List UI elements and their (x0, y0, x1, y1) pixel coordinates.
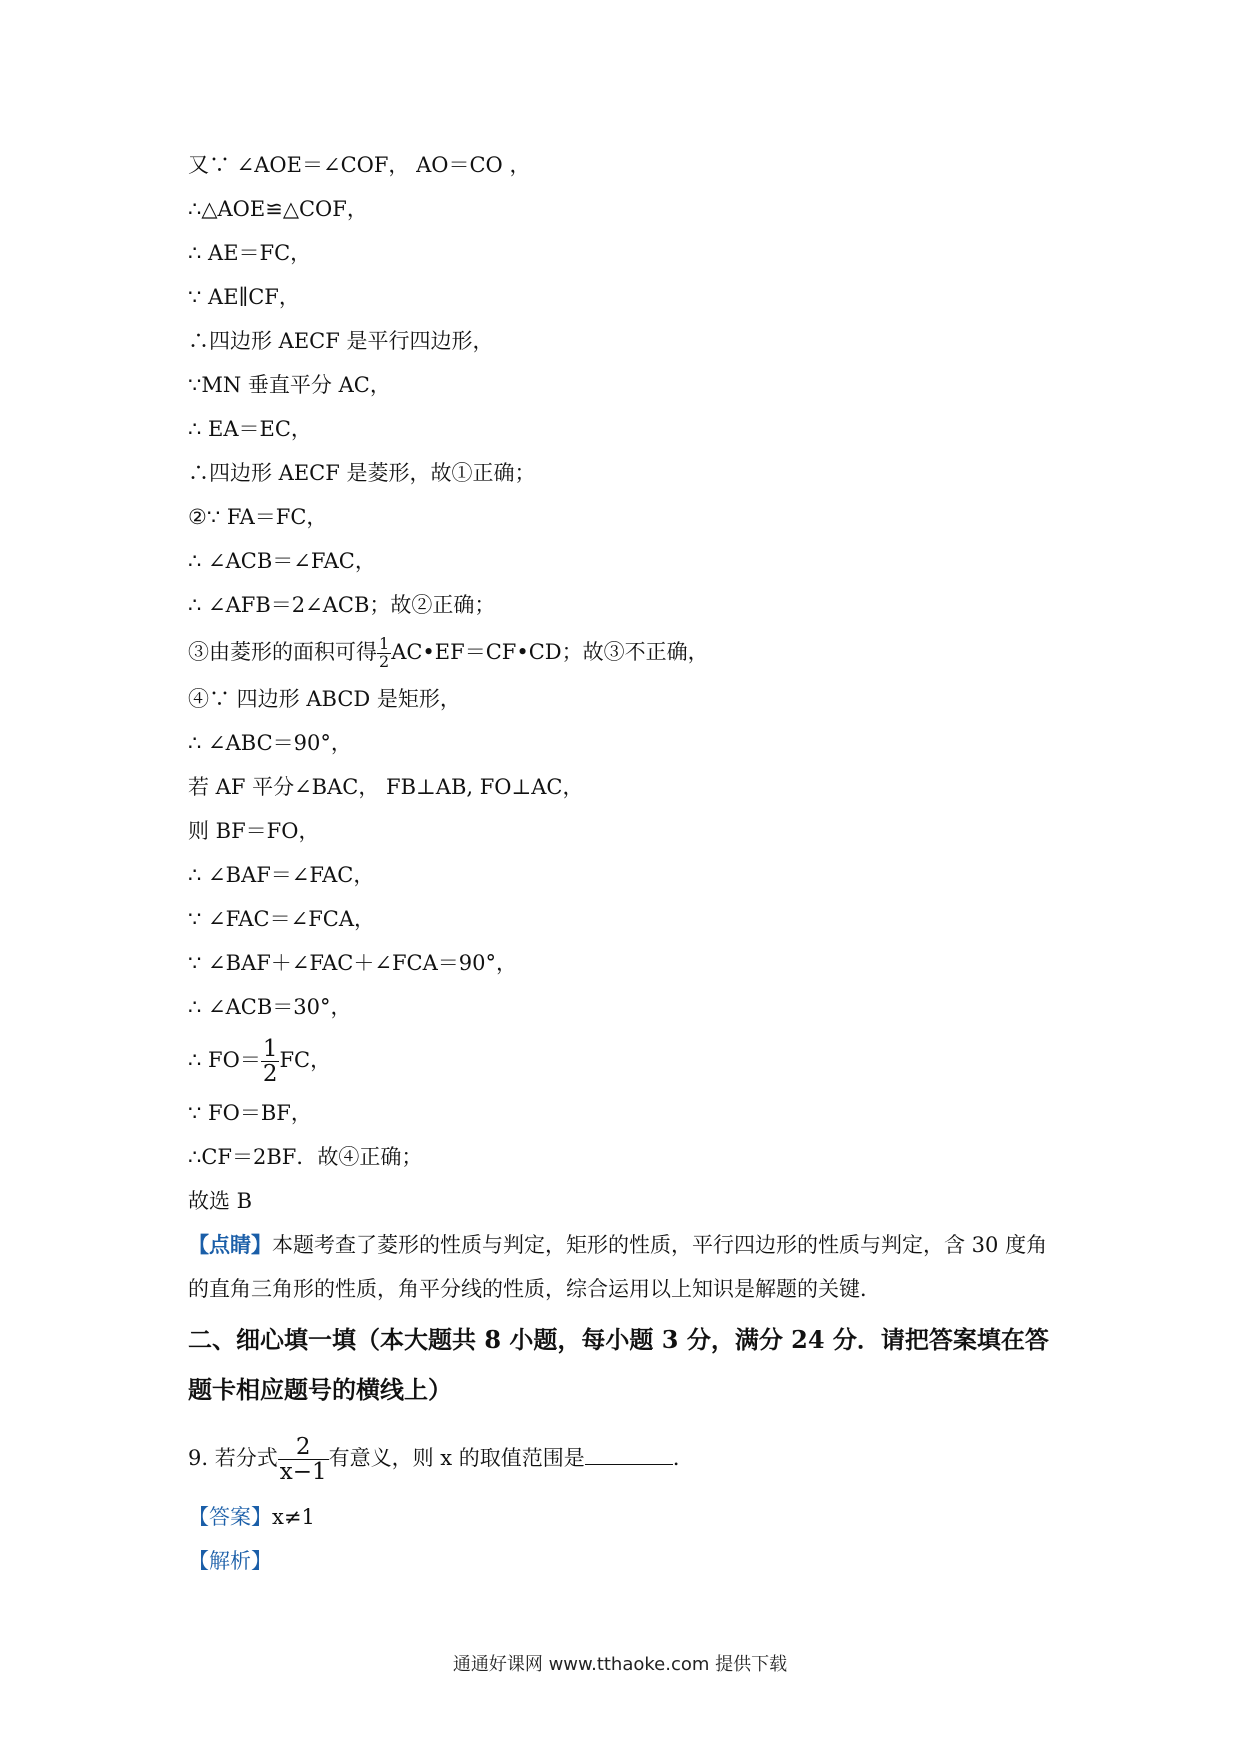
proof-line: 若 AF 平分∠BAC， FB⊥AB, FO⊥AC， (188, 775, 584, 799)
comment-block (188, 1223, 1068, 1311)
proof-line: ∴四边形 AECF 是菱形，故①正确； (188, 461, 536, 485)
fo-suffix: FC， (279, 1048, 332, 1072)
proof-line: 又∵ ∠AOE＝∠COF， AO＝CO ， (188, 153, 531, 177)
page-footer: 通通好课网 www.tthaoke.com 提供下载 (452, 1654, 788, 1675)
answer-line (188, 1495, 1068, 1539)
fraction-denominator: 2 (262, 1061, 278, 1087)
proof-line: ∴△AOE≌△COF， (188, 197, 368, 221)
proof-line: ∴ EA＝EC， (188, 417, 312, 441)
proof-line: ∴ ∠ACB＝30°， (188, 995, 352, 1019)
answer-tag: 【答案】 (188, 1505, 272, 1529)
question-end: ． (672, 1446, 694, 1470)
question-9 (188, 1421, 1068, 1495)
proof-line: ∴ ∠BAF＝∠FAC， (188, 863, 375, 887)
proof-line: ∴ ∠AFB＝2∠ACB；故②正确； (188, 593, 496, 617)
proof-line: ∵ ∠BAF＋∠FAC＋∠FCA＝90°， (188, 951, 517, 975)
fraction-numerator: 1 (379, 634, 390, 654)
proof-line: ∴ AE＝FC， (188, 241, 312, 265)
proof-line: ∴CF＝2BF．故④正确； (188, 1145, 423, 1169)
proof-line: ∵ ∠FAC＝∠FCA， (188, 907, 376, 931)
fraction-denominator: 2 (379, 652, 390, 671)
section-title: 二、细心填一填（本大题共 8 小题，每小题 3 分，满分 24 分．请把答案填在答题卡相应题号的横线上） (188, 1325, 1049, 1404)
fraction-denominator: x−1 (279, 1459, 327, 1485)
analysis-tag: 【解析】 (188, 1549, 272, 1573)
area-suffix: AC•EF＝CF•CD；故③不正确， (391, 640, 709, 664)
proof-line: ∴四边形 AECF 是平行四边形， (188, 329, 494, 353)
fo-formula-line (188, 1029, 1068, 1091)
proof-line: ∵ FO＝BF， (188, 1101, 312, 1125)
proof-line: ④∵ 四边形 ABCD 是矩形， (188, 687, 461, 711)
area-prefix: ③由菱形的面积可得 (188, 640, 377, 664)
proof-line: ∵MN 垂直平分 AC， (188, 373, 391, 397)
half-fraction (261, 1037, 280, 1086)
fo-prefix: ∴ FO＝ (188, 1048, 261, 1072)
proof-line: ∴ ∠ABC＝90°， (188, 731, 352, 755)
fraction-numerator: 1 (262, 1035, 278, 1062)
conclusion-line: 故选 B (188, 1189, 253, 1213)
question-suffix: 有意义，则 x 的取值范围是 (328, 1446, 585, 1470)
proof-line: 则 BF＝FO， (188, 819, 320, 843)
solution-content (188, 143, 1068, 1583)
proof-line: ②∵ FA＝FC， (188, 505, 328, 529)
comment-tag: 【点睛】 (188, 1232, 272, 1257)
question-number: 9. 若分式 (188, 1446, 278, 1470)
analysis-line (188, 1539, 1068, 1583)
fraction-numerator: 2 (295, 1433, 311, 1460)
proof-line: ∵ AE∥CF， (188, 285, 300, 309)
area-formula-line (188, 627, 1068, 677)
answer-blank (585, 1444, 673, 1465)
question-fraction (278, 1435, 329, 1484)
comment-text: 本题考查了菱形的性质与判定，矩形的性质，平行四边形的性质与判定，含 30 度角的直角三角形的性质，角平分线的性质，综合运用以上知识是解题的关键． (188, 1233, 1048, 1301)
proof-line: ∴ ∠ACB＝∠FAC， (188, 549, 376, 573)
answer-value: x≠1 (272, 1505, 315, 1529)
half-fraction (377, 636, 391, 671)
